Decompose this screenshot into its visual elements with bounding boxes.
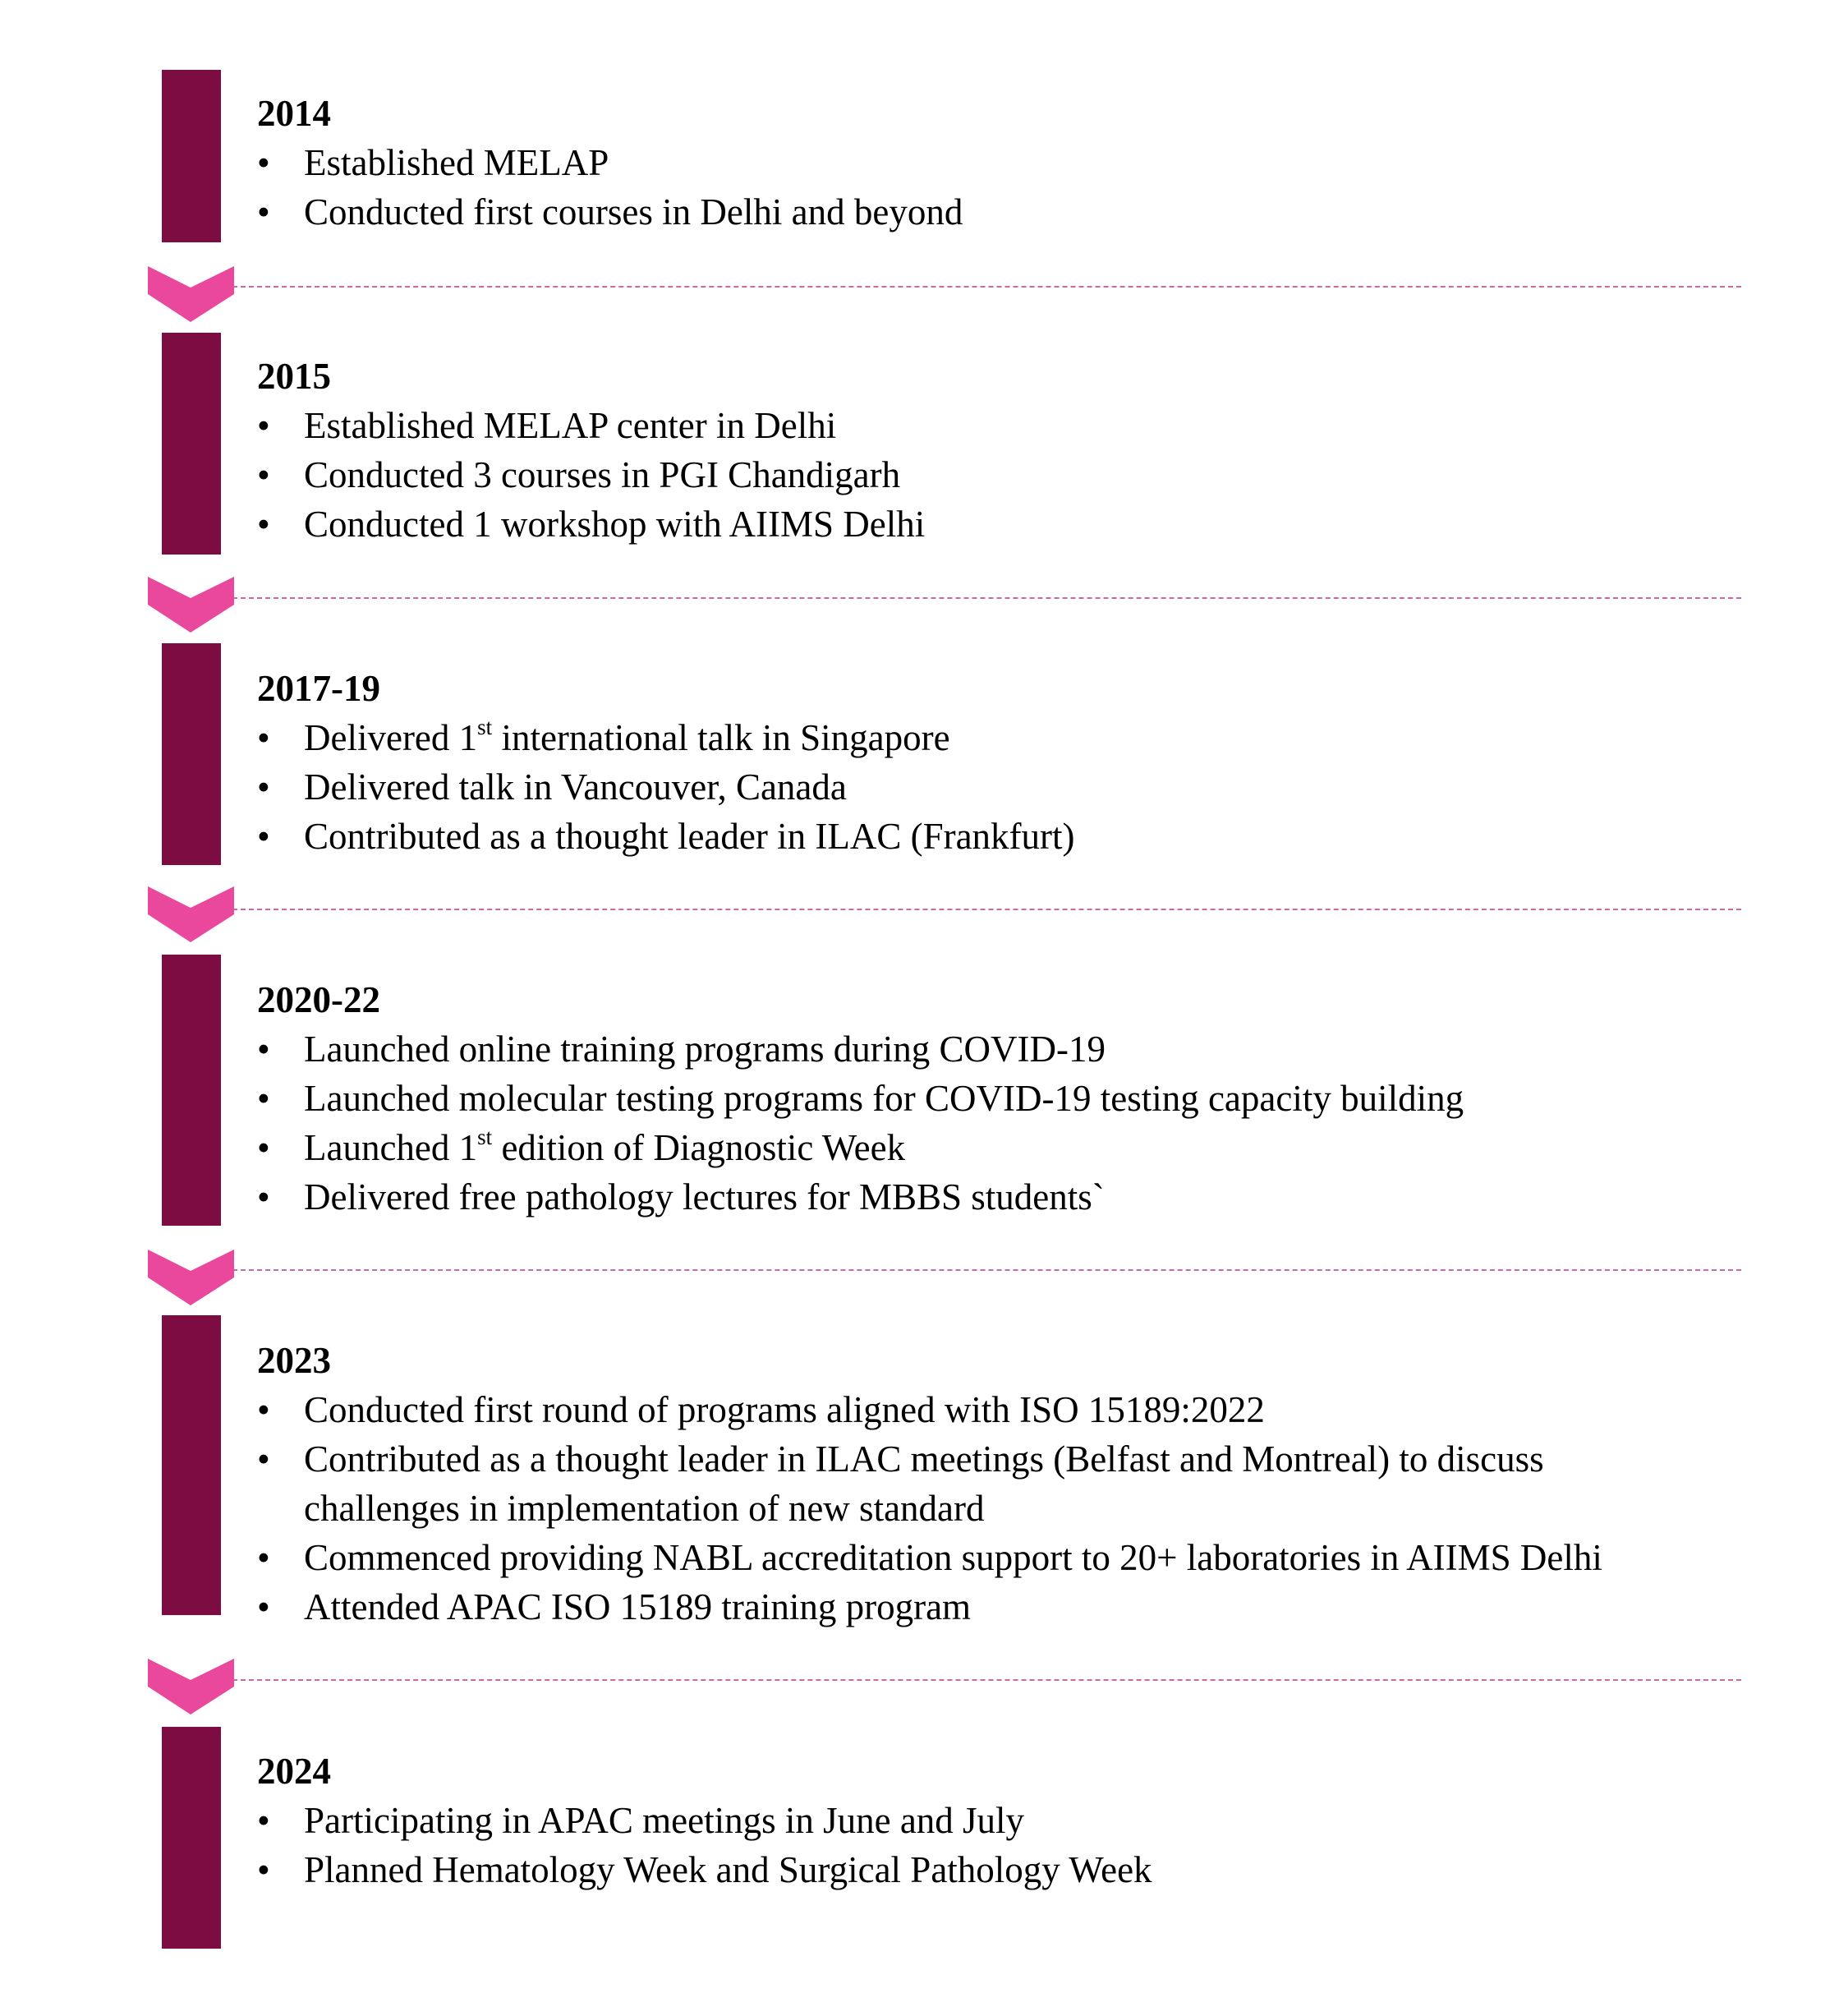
item-text: Launched 1st edition of Diagnostic Week bbox=[304, 1125, 906, 1168]
milestone-list bbox=[257, 1796, 1152, 1894]
milestone-list bbox=[257, 401, 925, 549]
list-item bbox=[257, 1533, 1602, 1582]
list-item bbox=[257, 1172, 1464, 1222]
milestone-block bbox=[257, 664, 1075, 861]
milestone-year: 2017-19 bbox=[257, 668, 380, 709]
timeline-bar bbox=[162, 643, 221, 865]
bullet-icon: • bbox=[257, 1078, 270, 1119]
milestone-year: 2014 bbox=[257, 93, 331, 134]
timeline-bar bbox=[162, 70, 221, 242]
item-text: Attended APAC ISO 15189 training program bbox=[304, 1586, 972, 1627]
item-text: Conducted first courses in Delhi and beyond bbox=[304, 191, 963, 232]
milestone-list bbox=[257, 713, 1075, 861]
bullet-icon: • bbox=[257, 717, 270, 758]
list-item bbox=[257, 1796, 1152, 1845]
milestone-list bbox=[257, 1385, 1602, 1632]
timeline-bar bbox=[162, 1727, 221, 1949]
timeline-bar bbox=[162, 955, 221, 1226]
milestone-block bbox=[257, 1336, 1602, 1632]
bullet-icon: • bbox=[257, 1029, 270, 1070]
list-item bbox=[257, 450, 925, 499]
list-item bbox=[257, 1385, 1602, 1434]
chevron-shape bbox=[148, 886, 234, 942]
chevron-shape bbox=[148, 266, 234, 322]
ordinal-suffix: st bbox=[477, 715, 493, 739]
list-item bbox=[257, 713, 1075, 762]
list-item bbox=[257, 1582, 1602, 1632]
chevron-shape bbox=[148, 1659, 234, 1715]
dashed-divider bbox=[232, 909, 1741, 910]
list-item bbox=[257, 401, 925, 450]
bullet-icon: • bbox=[257, 405, 270, 446]
ordinal-suffix: st bbox=[477, 1125, 493, 1149]
item-text: Launched online training programs during COVID-19 bbox=[304, 1029, 1106, 1070]
timeline-bar bbox=[162, 1315, 221, 1615]
milestone-block bbox=[257, 1747, 1152, 1894]
milestone-block bbox=[257, 89, 963, 237]
bullet-icon: • bbox=[257, 1389, 270, 1430]
chevron-down-icon bbox=[148, 266, 234, 322]
bullet-icon: • bbox=[257, 1586, 270, 1627]
item-text: Conducted 1 workshop with AIIMS Delhi bbox=[304, 504, 926, 545]
item-text: Established MELAP center in Delhi bbox=[304, 405, 837, 446]
dashed-divider bbox=[232, 286, 1741, 288]
item-text: Participating in APAC meetings in June and July bbox=[304, 1800, 1025, 1841]
bullet-icon: • bbox=[257, 191, 270, 232]
dashed-divider bbox=[232, 1679, 1741, 1681]
chevron-down-icon bbox=[148, 1250, 234, 1305]
timeline-bar bbox=[162, 333, 221, 555]
list-item bbox=[257, 138, 963, 187]
item-text: Established MELAP bbox=[304, 142, 609, 183]
chevron-shape bbox=[148, 577, 234, 633]
item-text: Conducted first round of programs aligned with ISO 15189:2022 bbox=[304, 1389, 1265, 1430]
chevron-down-icon bbox=[148, 886, 234, 942]
list-item bbox=[257, 1123, 1464, 1172]
item-text: Launched molecular testing programs for COVID-19 testing capacity building bbox=[304, 1078, 1464, 1119]
bullet-icon: • bbox=[257, 1438, 270, 1480]
milestone-year: 2024 bbox=[257, 1751, 331, 1792]
bullet-icon: • bbox=[257, 1537, 270, 1578]
list-item bbox=[257, 812, 1075, 861]
item-text: Contributed as a thought leader in ILAC (Frankfurt) bbox=[304, 816, 1075, 857]
milestone-year: 2020-22 bbox=[257, 979, 380, 1020]
milestone-year: 2023 bbox=[257, 1340, 331, 1381]
list-item bbox=[257, 1074, 1464, 1123]
bullet-icon: • bbox=[257, 1800, 270, 1841]
milestone-year: 2015 bbox=[257, 356, 331, 397]
milestone-block bbox=[257, 975, 1464, 1222]
list-item bbox=[257, 1024, 1464, 1074]
item-text: Contributed as a thought leader in ILAC meetings (Belfast and Montreal) to discuss bbox=[304, 1438, 1544, 1480]
item-text: Delivered 1st international talk in Singapore bbox=[304, 715, 950, 758]
chevron-down-icon bbox=[148, 1659, 234, 1715]
dashed-divider bbox=[232, 597, 1741, 599]
item-text: Delivered talk in Vancouver, Canada bbox=[304, 766, 847, 808]
list-item bbox=[257, 187, 963, 237]
bullet-icon: • bbox=[257, 1849, 270, 1890]
item-text: Conducted 3 courses in PGI Chandigarh bbox=[304, 454, 901, 495]
item-text-continuation: challenges in implementation of new standard bbox=[304, 1488, 985, 1529]
bullet-icon: • bbox=[257, 1127, 270, 1168]
milestone-list bbox=[257, 1024, 1464, 1222]
list-item bbox=[257, 762, 1075, 812]
item-text: Delivered free pathology lectures for MBBS students` bbox=[304, 1176, 1105, 1217]
bullet-icon: • bbox=[257, 504, 270, 545]
dashed-divider bbox=[232, 1269, 1741, 1271]
list-item bbox=[257, 1845, 1152, 1894]
bullet-icon: • bbox=[257, 766, 270, 808]
item-text: Planned Hematology Week and Surgical Pathology Week bbox=[304, 1849, 1152, 1890]
list-item bbox=[257, 1434, 1602, 1533]
bullet-icon: • bbox=[257, 1176, 270, 1217]
milestone-block bbox=[257, 352, 925, 549]
bullet-icon: • bbox=[257, 816, 270, 857]
list-item bbox=[257, 499, 925, 549]
chevron-shape bbox=[148, 1250, 234, 1305]
item-text: Commenced providing NABL accreditation support to 20+ laboratories in AIIMS Delhi bbox=[304, 1537, 1602, 1578]
bullet-icon: • bbox=[257, 142, 270, 183]
milestone-list bbox=[257, 138, 963, 237]
bullet-icon: • bbox=[257, 454, 270, 495]
chevron-down-icon bbox=[148, 577, 234, 633]
